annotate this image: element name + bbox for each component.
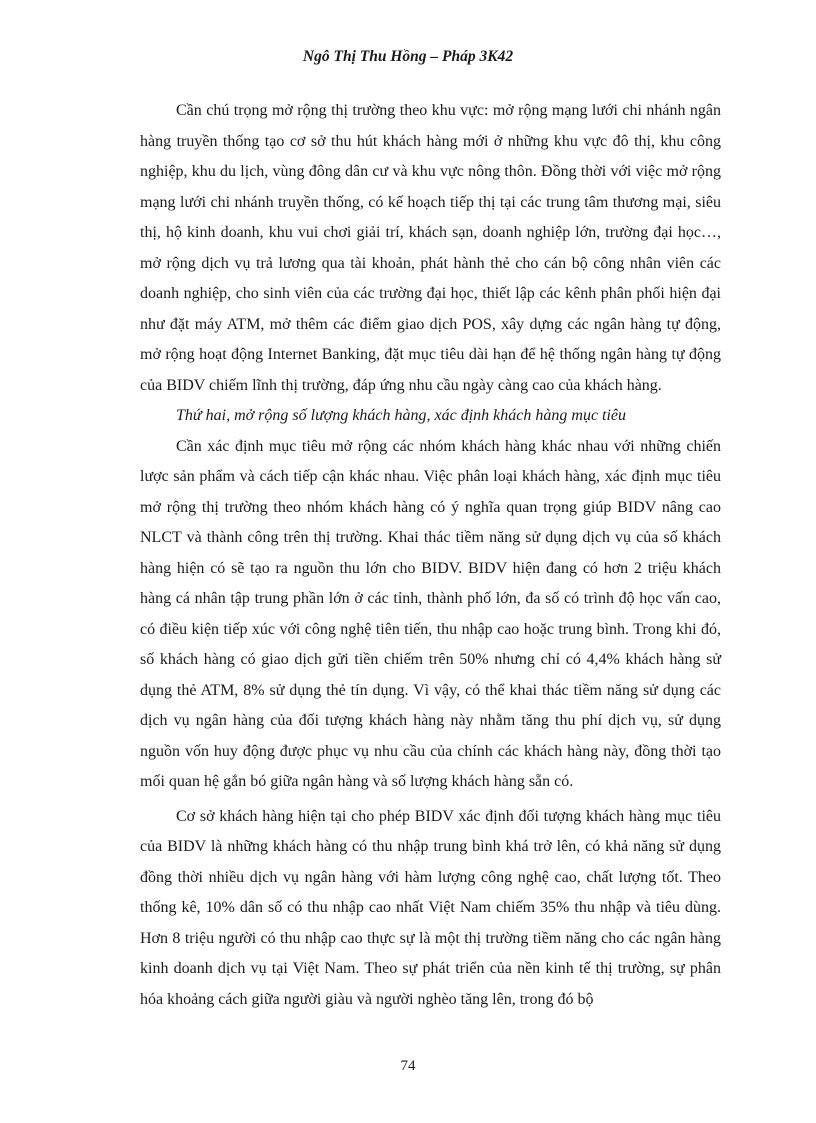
paragraph-customer-groups: Cần xác định mục tiêu mở rộng các nhóm khách hàng khác nhau với những chiến lược sản phẩm và cách tiếp cận khác nhau. Việc phân loại khách hàng, xác định mục tiêu mở rộng thị trường theo nhóm khách hàng có ý nghĩa quan trọng giúp BIDV nâng cao NLCT và thành công trên thị trường. Khai thác tiềm năng sử dụng dịch vụ của số khách hàng hiện có sẽ tạo ra nguồn thu lớn cho BIDV. BIDV hiện đang có hơn 2 triệu khách hàng cá nhân tập trung phần lớn ở các tỉnh, thành phố lớn, đa số có trình độ học vấn cao, có điều kiện tiếp xúc với công nghệ tiên tiến, thu nhập cao hoặc trung bình. Trong khi đó, số khách hàng có giao dịch gửi tiền chiếm trên 50% nhưng chỉ có 4,4% khách hàng sử dụng thẻ ATM, 8% sử dụng thẻ tín dụng. Vì vậy, có thể khai thác tiềm năng sử dụng các dịch vụ ngân hàng của đối tượng khách hàng này nhằm tăng thu phí dịch vụ, sử dụng nguồn vốn huy động được phục vụ nhu cầu của chính các khách hàng này, đồng thời tạo mối quan hệ gắn bó giữa ngân hàng và số lượng khách hàng sẵn có. [140, 437, 721, 790]
section-heading-second: Thứ hai, mở rộng số lượng khách hàng, xác định khách hàng mục tiêu [176, 407, 627, 424]
body-text [140, 96, 721, 1015]
paragraph-target-customers: Cơ sở khách hàng hiện tại cho phép BIDV xác định đối tượng khách hàng mục tiêu của BIDV là những khách hàng có thu nhập trung bình khá trở lên, có khả năng sử dụng đồng thời nhiều dịch vụ ngân hàng với hàm lượng công nghệ cao, chất lượng tốt. Theo thống kê, 10% dân số có thu nhập cao nhất Việt Nam chiếm 35% thu nhập và tiêu dùng. Hơn 8 triệu người có thu nhập cao thực sự là một thị trường tiềm năng cho các ngân hàng kinh doanh dịch vụ tại Việt Nam. Theo sự phát triển của nền kinh tế thị trường, sự phân hóa khoảng cách giữa người giàu và người nghèo tăng lên, trong đó bộ [140, 807, 721, 1008]
running-header: Ngô Thị Thu Hồng – Pháp 3K42 [302, 48, 514, 65]
paragraph-market-expansion: Cần chú trọng mở rộng thị trường theo khu vực: mở rộng mạng lưới chi nhánh ngân hàng truyền thống tạo cơ sở thu hút khách hàng mới ở những khu vực đô thị, khu công nghiệp, khu du lịch, vùng đông dân cư và khu vực nông thôn. Đồng thời với việc mở rộng mạng lưới chi nhánh truyền thống, có kế hoạch tiếp thị tại các trung tâm thương mại, siêu thị, hộ kinh doanh, khu vui chơi giải trí, khách sạn, doanh nghiệp lớn, trường đại học…, mở rộng dịch vụ trả lương qua tài khoản, phát hành thẻ cho cán bộ công nhân viên các doanh nghiệp, cho sinh viên của các trường đại học, thiết lập các kênh phân phối hiện đại như đặt máy ATM, mở thêm các điểm giao dịch POS, xây dựng các ngân hàng tự động, mở rộng hoạt động Internet Banking, đặt mục tiêu dài hạn để hệ thống ngân hàng tự động của BIDV chiếm lĩnh thị trường, đáp ứng nhu cầu ngày càng cao của khách hàng. [140, 102, 721, 394]
page-number: 74 [400, 1058, 416, 1074]
